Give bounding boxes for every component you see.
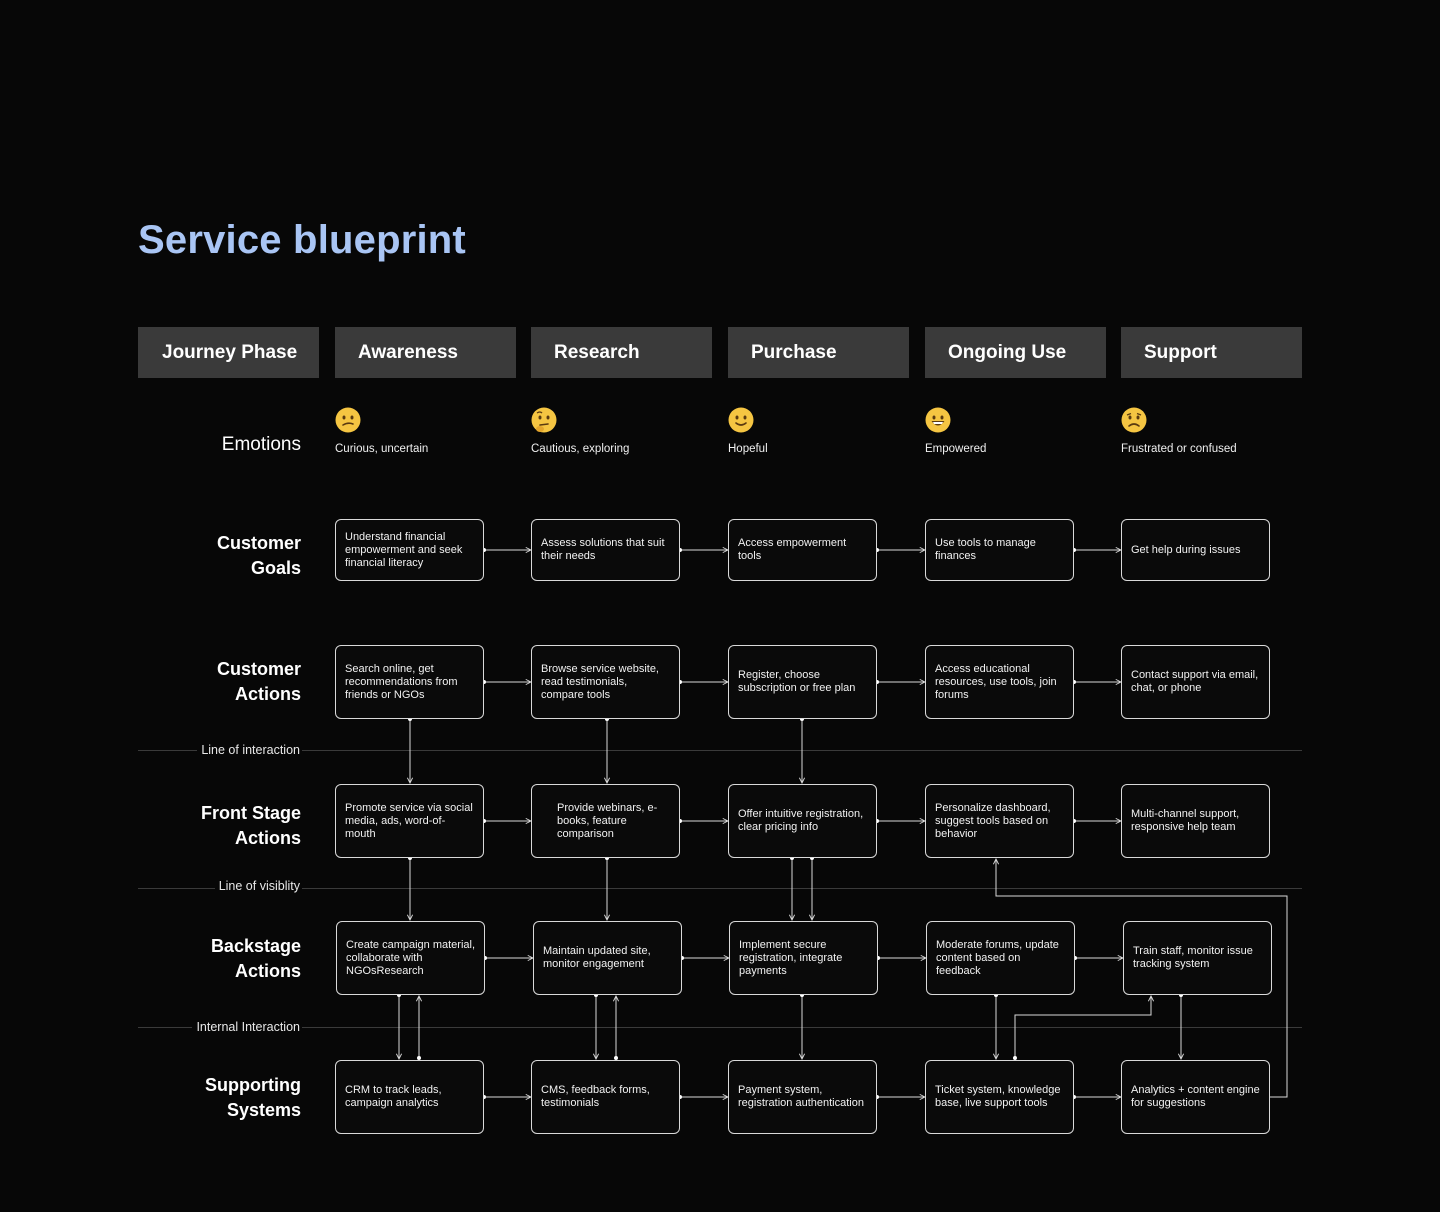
actions-box-support: Contact support via email, chat, or phone [1121,645,1270,719]
line-of-visibility-label: Line of visiblity [215,879,302,893]
emotion-label: Cautious, exploring [531,443,630,455]
support-box-ongoing-use: Ticket system, knowledge base, live support tools [925,1060,1074,1134]
emotion-label: Curious, uncertain [335,443,429,455]
line-of-visibility [138,888,1302,889]
row-label-supporting-systems: Supporting Systems [205,1075,301,1120]
goals-box-awareness: Understand financial empowerment and seek financial literacy [335,519,484,581]
row-label-customer-actions: Customer Actions [216,659,301,704]
line-of-interaction-label: Line of interaction [197,743,302,757]
support-box-support: Analytics + content engine for suggestions [1121,1060,1270,1134]
row-label-backstage: Backstage Actions [210,936,301,981]
confused-face-icon [335,407,361,433]
emotion-1 [335,407,429,455]
goals-box-research: Assess solutions that suit their needs [531,519,680,581]
emotion-label: Empowered [925,443,987,455]
back-box-ongoing-use: Moderate forums, update content based on feedback [926,921,1075,995]
internal-interaction-label: Internal Interaction [192,1020,302,1034]
front-box-purchase: Offer intuitive registration, clear pricing info [728,784,877,858]
emotion-3 [728,407,768,455]
front-box-support: Multi-channel support, responsive help team [1121,784,1270,858]
phase-header-research: Research [531,327,712,378]
goals-box-purchase: Access empowerment tools [728,519,877,581]
line-of-interaction [138,750,1302,751]
actions-box-research: Browse service website, read testimonials, compare tools [531,645,680,719]
front-box-awareness: Promote service via social media, ads, word-of-mouth [335,784,484,858]
page-title: Service blueprint [138,218,466,262]
goals-box-support: Get help during issues [1121,519,1270,581]
emotion-4 [925,407,987,455]
actions-box-awareness: Search online, get recommendations from friends or NGOs [335,645,484,719]
back-box-research: Maintain updated site, monitor engagement [533,921,682,995]
grinning-face-icon [925,407,951,433]
row-label-emotions: Emotions [221,434,301,455]
slightly-smiling-face-icon [728,407,754,433]
row-label-front-stage: Front Stage Actions [200,803,301,848]
actions-box-ongoing-use: Access educational resources, use tools, join forums [925,645,1074,719]
emotion-5 [1121,407,1237,455]
front-box-ongoing-use: Personalize dashboard, suggest tools based on behavior [925,784,1074,858]
emotion-2 [531,407,630,455]
row-label-customer-goals: Customer Goals [216,533,301,578]
back-box-support: Train staff, monitor issue tracking system [1123,921,1272,995]
actions-box-purchase: Register, choose subscription or free plan [728,645,877,719]
phase-header-ongoing-use: Ongoing Use [925,327,1106,378]
front-box-research: Provide webinars, e-books, feature comparison [531,784,680,858]
support-box-research: CMS, feedback forms, testimonials [531,1060,680,1134]
line-of-internal-interaction [138,1027,1302,1028]
phase-header-purchase: Purchase [728,327,909,378]
emotion-label: Frustrated or confused [1121,443,1237,455]
thinking-face-icon [531,407,557,433]
phase-header-journey-phase: Journey Phase [138,327,319,378]
phase-header-awareness: Awareness [335,327,516,378]
goals-box-ongoing-use: Use tools to manage finances [925,519,1074,581]
support-box-purchase: Payment system, registration authentication [728,1060,877,1134]
worried-face-icon [1121,407,1147,433]
support-box-awareness: CRM to track leads, campaign analytics [335,1060,484,1134]
phase-header-support: Support [1121,327,1302,378]
back-box-awareness: Create campaign material, collaborate with NGOsResearch [336,921,485,995]
emotion-label: Hopeful [728,443,768,455]
back-box-purchase: Implement secure registration, integrate payments [729,921,878,995]
